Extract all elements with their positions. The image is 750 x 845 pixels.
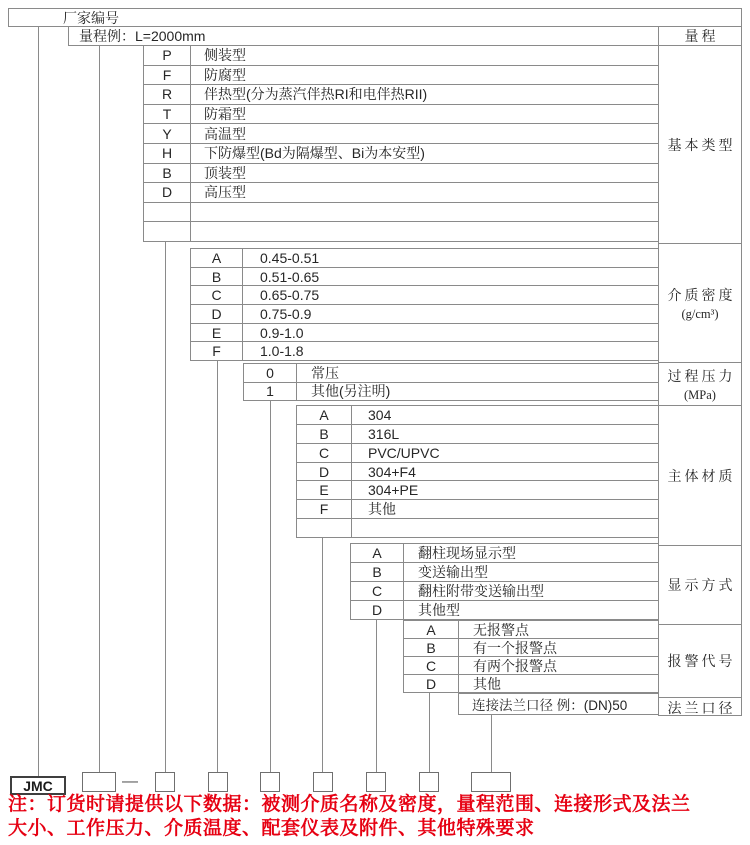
flange-size-text: 连接法兰口径 例：(DN)50 — [472, 698, 628, 713]
table-row — [297, 406, 658, 424]
code-cell: B — [297, 425, 352, 443]
table-row — [351, 562, 658, 581]
code-cell: E — [297, 481, 352, 499]
label-pressure: 过程压力 (MPa) — [659, 363, 741, 406]
order-note-line1: 注：订货时请提供以下数据：被测介质名称及密度，量程范围、连接形式及法兰 — [8, 794, 691, 815]
table-row — [144, 182, 658, 202]
range-example-row — [68, 26, 658, 46]
desc-cell: 高压型 — [204, 184, 246, 201]
table-row — [191, 341, 658, 360]
desc-cell: 有两个报警点 — [473, 657, 557, 674]
code-cell: F — [144, 66, 191, 85]
model-code-box-alarm-code — [419, 772, 439, 792]
table-row — [351, 544, 658, 562]
table-row — [297, 499, 658, 518]
table-row — [191, 249, 658, 267]
model-code-box-flange-size — [471, 772, 511, 792]
model-code-box-basic-type — [155, 772, 175, 792]
table-row — [351, 600, 658, 619]
table-row — [144, 143, 658, 163]
code-cell: 1 — [244, 383, 297, 401]
code-cell: D — [351, 601, 404, 619]
table-row — [404, 621, 658, 638]
table-row — [297, 480, 658, 499]
code-cell: Y — [144, 124, 191, 143]
code-cell: D — [404, 675, 459, 692]
table-row — [297, 518, 658, 537]
desc-cell: 0.75-0.9 — [260, 305, 312, 322]
label-alarm-code: 报警代号 — [659, 625, 741, 698]
code-cell — [144, 203, 191, 222]
model-code-box-range — [82, 772, 116, 792]
desc-cell: 翻柱现场显示型 — [418, 545, 516, 561]
table-row — [144, 46, 658, 65]
desc-cell: 下防爆型(Bd为隔爆型、Bi为本安型) — [204, 145, 425, 162]
desc-cell: 变送输出型 — [418, 564, 488, 580]
label-material: 主体材质 — [659, 406, 741, 546]
connector-line-basic-type — [165, 242, 166, 772]
label-flange-size: 法兰口径 — [667, 702, 736, 717]
desc-cell: 1.0-1.8 — [260, 343, 304, 360]
desc-cell: 其他 — [368, 501, 396, 518]
table-row — [244, 382, 658, 401]
code-cell: B — [351, 563, 404, 581]
table-row — [144, 202, 658, 222]
basic-type-table — [143, 45, 658, 242]
desc-cell: 304 — [368, 406, 392, 423]
separator-dash: — — [122, 773, 138, 790]
code-cell: F — [191, 342, 243, 360]
table-row — [404, 674, 658, 692]
connector-line-display-mode — [376, 620, 377, 772]
table-row — [191, 323, 658, 342]
code-cell: A — [351, 544, 404, 562]
desc-cell: 316L — [368, 425, 400, 442]
code-cell: C — [404, 657, 459, 674]
table-row — [144, 65, 658, 85]
desc-cell: 侧装型 — [204, 47, 246, 64]
code-cell: P — [144, 46, 191, 65]
table-row — [297, 443, 658, 462]
desc-cell: 常压 — [311, 364, 339, 381]
code-cell: D — [297, 463, 352, 481]
label-density-unit: (g/cm³) — [681, 306, 719, 321]
label-basic-type: 基本类型 — [659, 46, 741, 244]
label-range: 量程 — [659, 27, 741, 46]
code-cell: E — [191, 324, 243, 342]
desc-cell: 伴热型(分为蒸汽伴热RI和电伴热RII) — [204, 86, 428, 103]
label-display-mode: 显示方式 — [659, 546, 741, 625]
label-density: 介质密度 (g/cm³) — [659, 244, 741, 363]
manufacturer-code-box — [8, 8, 742, 27]
table-row — [297, 424, 658, 443]
code-cell: C — [191, 286, 243, 304]
desc-cell: 0.51-0.65 — [260, 268, 320, 285]
density-table — [190, 248, 658, 361]
desc-cell: 防腐型 — [204, 66, 246, 83]
desc-cell — [352, 519, 658, 537]
display-mode-table — [350, 543, 658, 620]
code-cell: 0 — [244, 364, 297, 382]
code-cell: A — [297, 406, 352, 424]
table-row — [404, 638, 658, 656]
model-code-box-density — [208, 772, 228, 792]
desc-cell: 无报警点 — [473, 621, 529, 638]
desc-cell: 0.65-0.75 — [260, 287, 320, 304]
model-prefix-box: JMC — [10, 776, 66, 795]
desc-cell: 304+PE — [368, 482, 419, 499]
desc-cell: 其他 — [473, 675, 501, 692]
desc-cell: 其他型 — [418, 602, 460, 618]
category-label-column — [658, 26, 742, 716]
connector-line-manufacturer — [38, 26, 39, 776]
code-cell: C — [351, 582, 404, 600]
connector-line-material — [322, 538, 323, 772]
desc-cell: 其他(另注明) — [311, 383, 391, 400]
material-table — [296, 405, 658, 538]
table-row — [404, 656, 658, 674]
table-row — [144, 221, 658, 241]
table-row — [144, 84, 658, 104]
code-cell: R — [144, 85, 191, 104]
model-code-box-display-mode — [366, 772, 386, 792]
manufacturer-code-label: 厂家编号 — [63, 9, 119, 26]
table-row — [191, 285, 658, 304]
desc-cell: 有一个报警点 — [473, 639, 557, 656]
connector-line-density — [217, 361, 218, 772]
desc-cell: 304+F4 — [368, 463, 416, 480]
table-row — [144, 104, 658, 124]
table-row — [351, 581, 658, 600]
table-row — [191, 267, 658, 286]
connector-line-alarm-code — [429, 693, 430, 772]
desc-cell: 0.45-0.51 — [260, 249, 320, 266]
desc-cell: 0.9-1.0 — [260, 324, 304, 341]
desc-cell: 翻柱附带变送输出型 — [418, 583, 544, 599]
desc-cell — [191, 222, 658, 241]
range-example-text: 量程例：L=2000mm — [79, 28, 206, 44]
code-cell: C — [297, 444, 352, 462]
desc-cell: 高温型 — [204, 125, 246, 142]
alarm-code-table — [403, 620, 658, 693]
code-cell: T — [144, 105, 191, 124]
code-cell: D — [191, 305, 243, 323]
code-cell — [297, 519, 352, 537]
order-note — [8, 793, 748, 841]
connector-line-flange-size — [491, 715, 492, 772]
order-note-line2: 大小、工作压力、介质温度、配套仪表及附件、其他特殊要求 — [8, 818, 535, 839]
table-row — [297, 462, 658, 481]
flange-size-row — [458, 693, 658, 715]
label-pressure-unit: (MPa) — [684, 387, 716, 402]
table-row — [144, 163, 658, 183]
connector-line-pressure — [270, 401, 271, 772]
code-cell: F — [297, 500, 352, 518]
code-cell: A — [404, 621, 459, 638]
desc-cell: PVC/UPVC — [368, 444, 440, 461]
pressure-table — [243, 363, 658, 401]
table-row — [144, 123, 658, 143]
code-cell: A — [191, 249, 243, 267]
desc-cell — [191, 203, 658, 222]
table-row — [244, 364, 658, 382]
code-cell: B — [404, 639, 459, 656]
model-code-box-pressure — [260, 772, 280, 792]
connector-line-range — [99, 45, 100, 772]
code-cell: B — [144, 164, 191, 183]
code-cell: D — [144, 183, 191, 202]
desc-cell: 顶装型 — [204, 164, 246, 181]
table-row — [191, 304, 658, 323]
code-cell: B — [191, 268, 243, 286]
model-code-box-material — [313, 772, 333, 792]
code-cell: H — [144, 144, 191, 163]
desc-cell: 防霜型 — [204, 106, 246, 123]
table-row — [459, 694, 658, 714]
code-cell — [144, 222, 191, 241]
